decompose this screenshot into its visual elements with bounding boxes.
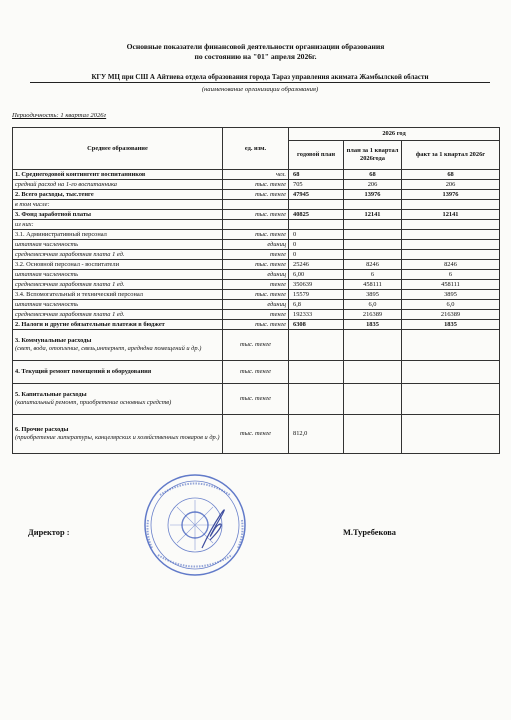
table-row xyxy=(13,415,500,454)
title-line-2: по состоянию на "01" апреля 2026г. xyxy=(194,52,317,61)
signature-mark xyxy=(202,510,224,548)
row-unit: тенге xyxy=(223,310,289,320)
row-annual: 40825 xyxy=(289,210,344,220)
row-unit: тыс. тенге xyxy=(223,361,289,384)
row-fact-q1 xyxy=(402,384,500,415)
director-label: Директор : xyxy=(28,528,70,537)
row-unit: тыс. тенге xyxy=(223,180,289,190)
table-row xyxy=(13,270,500,280)
row-unit: тыс. тенге xyxy=(223,230,289,240)
row-title: 3. Коммунальные расходы xyxy=(15,337,92,344)
row-fact-q1: 206 xyxy=(402,180,500,190)
row-unit: тыс. тенге xyxy=(223,290,289,300)
row-annual: 6308 xyxy=(289,320,344,330)
row-unit: единиц xyxy=(223,240,289,250)
table-row xyxy=(13,210,500,220)
row-plan-q1: 6 xyxy=(344,270,402,280)
row-annual: 192333 xyxy=(289,310,344,320)
row-fact-q1 xyxy=(402,200,500,210)
table-row xyxy=(13,330,500,361)
title-line-1: Основные показатели финансовой деятельности организации образования xyxy=(126,42,385,51)
row-name: среднемесячная заработная плата 1 ед. xyxy=(13,250,223,260)
table-row xyxy=(13,384,500,415)
row-plan-q1: 13976 xyxy=(344,190,402,200)
row-plan-q1 xyxy=(344,330,402,361)
row-annual xyxy=(289,220,344,230)
row-name: из них: xyxy=(13,220,223,230)
row-name: средний расход на 1-го воспитанника xyxy=(13,180,223,190)
row-name: среднемесячная заработная плата 1 ед. xyxy=(13,310,223,320)
table-row xyxy=(13,300,500,310)
row-name xyxy=(13,330,223,361)
row-fact-q1: 6 xyxy=(402,270,500,280)
row-fact-q1 xyxy=(402,230,500,240)
row-plan-q1: 206 xyxy=(344,180,402,190)
row-annual: 6,00 xyxy=(289,270,344,280)
row-fact-q1: 6,0 xyxy=(402,300,500,310)
row-fact-q1 xyxy=(402,220,500,230)
table-row xyxy=(13,290,500,300)
row-annual xyxy=(289,200,344,210)
row-plan-q1 xyxy=(344,240,402,250)
row-fact-q1 xyxy=(402,415,500,454)
row-name: штатная численность xyxy=(13,270,223,280)
row-unit xyxy=(223,220,289,230)
row-plan-q1 xyxy=(344,361,402,384)
row-plan-q1: 458111 xyxy=(344,280,402,290)
row-unit: чел. xyxy=(223,170,289,180)
row-unit: тенге xyxy=(223,250,289,260)
row-fact-q1: 68 xyxy=(402,170,500,180)
row-name xyxy=(13,415,223,454)
col-header-year: 2026 год xyxy=(289,128,500,141)
row-fact-q1 xyxy=(402,250,500,260)
row-unit: тыс. тенге xyxy=(223,415,289,454)
row-unit: тыс. тенге xyxy=(223,384,289,415)
row-plan-q1: 1835 xyxy=(344,320,402,330)
row-plan-q1 xyxy=(344,415,402,454)
row-annual: 47945 xyxy=(289,190,344,200)
row-annual xyxy=(289,384,344,415)
table-row xyxy=(13,170,500,180)
row-plan-q1 xyxy=(344,250,402,260)
row-plan-q1: 216389 xyxy=(344,310,402,320)
row-name xyxy=(13,361,223,384)
col-header-fact-q1: факт за 1 квартал 2026г xyxy=(402,141,500,170)
table-row xyxy=(13,260,500,270)
row-name: штатная численность xyxy=(13,240,223,250)
row-title: 5. Капитальные расходы xyxy=(15,391,87,398)
row-fact-q1 xyxy=(402,240,500,250)
row-unit: тыс. тенге xyxy=(223,190,289,200)
row-plan-q1 xyxy=(344,230,402,240)
table-row xyxy=(13,250,500,260)
director-name: М.Туребекова xyxy=(343,528,396,537)
row-plan-q1 xyxy=(344,220,402,230)
row-name: 2. Налоги и другие обязательные платежи в бюджет xyxy=(13,320,223,330)
row-name: в том числе: xyxy=(13,200,223,210)
row-fact-q1: 8246 xyxy=(402,260,500,270)
table-row xyxy=(13,240,500,250)
row-unit: тыс. тенге xyxy=(223,330,289,361)
row-fact-q1: 216389 xyxy=(402,310,500,320)
col-header-annual: годовой план xyxy=(289,141,344,170)
table-row xyxy=(13,200,500,210)
row-title: 4. Текущий ремонт помещений и оборудования xyxy=(15,368,152,375)
row-annual xyxy=(289,361,344,384)
row-name: 3.4. Вспомогательный и технический персонал xyxy=(13,290,223,300)
row-subtitle: (капитальный ремонт, приобретение основных средств) xyxy=(15,399,172,406)
row-unit: тыс. тенге xyxy=(223,210,289,220)
table-row xyxy=(13,220,500,230)
row-name: штатная численность xyxy=(13,300,223,310)
row-annual: 6,8 xyxy=(289,300,344,310)
row-annual xyxy=(289,330,344,361)
table-row xyxy=(13,230,500,240)
col-header-unit: ед. изм. xyxy=(223,128,289,170)
col-header-name: Среднее образование xyxy=(13,128,223,170)
row-unit xyxy=(223,200,289,210)
row-unit: тенге xyxy=(223,280,289,290)
organization-note: (наименование организации образования) xyxy=(201,86,319,93)
row-unit: единиц xyxy=(223,270,289,280)
table-row xyxy=(13,320,500,330)
row-annual: 0 xyxy=(289,230,344,240)
table-row xyxy=(13,180,500,190)
row-plan-q1: 6,0 xyxy=(344,300,402,310)
row-annual: 812,0 xyxy=(289,415,344,454)
row-plan-q1 xyxy=(344,200,402,210)
row-fact-q1 xyxy=(402,361,500,384)
row-name: 3.1. Административный персонал xyxy=(13,230,223,240)
row-annual: 0 xyxy=(289,250,344,260)
row-name xyxy=(13,384,223,415)
row-fact-q1: 13976 xyxy=(402,190,500,200)
row-name: 3. Фонд заработной платы xyxy=(13,210,223,220)
row-annual: 350639 xyxy=(289,280,344,290)
organization-name: КГУ МЦ при СШ А Айтиева отдела образования города Тараз управления акимата Жамбылской области xyxy=(30,73,490,83)
row-subtitle: (свет, вода, отопление, связь,интернет, аредндна помещений и др.) xyxy=(15,345,202,352)
row-annual: 705 xyxy=(289,180,344,190)
table-body xyxy=(13,170,500,454)
row-annual: 68 xyxy=(289,170,344,180)
row-fact-q1: 1835 xyxy=(402,320,500,330)
row-annual: 25246 xyxy=(289,260,344,270)
document-title xyxy=(0,42,511,62)
table-row xyxy=(13,361,500,384)
row-plan-q1: 3895 xyxy=(344,290,402,300)
row-plan-q1 xyxy=(344,384,402,415)
row-fact-q1: 3895 xyxy=(402,290,500,300)
row-annual: 0 xyxy=(289,240,344,250)
row-unit: тыс. тенге xyxy=(223,320,289,330)
period-label: Периодичность: 1 квартал 2026г xyxy=(12,112,107,119)
col-header-plan-q1: план за 1 квартал 2026года xyxy=(344,141,402,170)
row-unit: тыс. тенге xyxy=(223,260,289,270)
row-name: 3.2. Основной персонал - воспитатели xyxy=(13,260,223,270)
official-stamp xyxy=(140,470,250,580)
table-row xyxy=(13,310,500,320)
row-name: 1. Среднегодовой контингент воспитанников xyxy=(13,170,223,180)
row-fact-q1: 458111 xyxy=(402,280,500,290)
row-annual: 15579 xyxy=(289,290,344,300)
row-title: 6. Прочие расходы xyxy=(15,426,69,433)
row-unit: единиц xyxy=(223,300,289,310)
table-row xyxy=(13,190,500,200)
finance-table xyxy=(12,127,500,454)
row-plan-q1: 8246 xyxy=(344,260,402,270)
row-plan-q1: 12141 xyxy=(344,210,402,220)
row-name: среднемесячная заработная плата 1 ед. xyxy=(13,280,223,290)
row-plan-q1: 68 xyxy=(344,170,402,180)
table-row xyxy=(13,280,500,290)
row-name: 2. Всего расходы, тыс.тенге xyxy=(13,190,223,200)
row-subtitle: (приобретение литературы, канцелярских и хозяйственных товаров и др.) xyxy=(15,434,220,441)
row-fact-q1 xyxy=(402,330,500,361)
row-fact-q1: 12141 xyxy=(402,210,500,220)
